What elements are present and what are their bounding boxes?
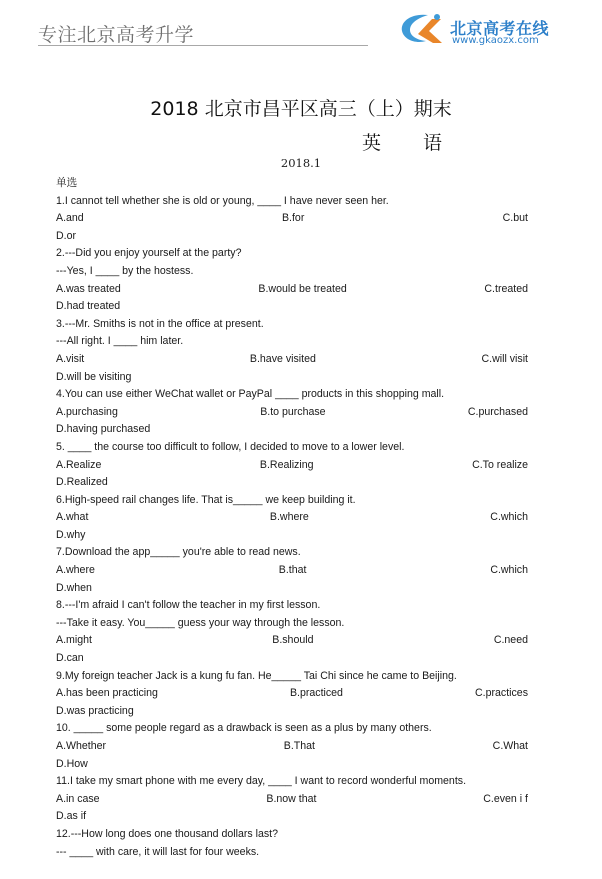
answer-option: A.might: [56, 634, 92, 647]
answer-option: A.what: [56, 511, 89, 524]
option-row: [56, 509, 528, 527]
answer-option: A.has been practicing: [56, 687, 158, 700]
brand-logo: [398, 12, 568, 48]
answer-option: B.have visited: [249, 352, 316, 365]
answer-option: C.What: [492, 740, 528, 752]
answer-option: B.Realizing: [259, 458, 314, 471]
option-row: [56, 210, 528, 228]
answer-option: D.will be visiting: [56, 370, 132, 383]
question-stem: ---Yes, I ____ by the hostess.: [56, 264, 194, 277]
question-stem: 8.---I'm afraid I can't follow the teacher in my first lesson.: [56, 599, 321, 612]
answer-option: B.would be treated: [258, 282, 347, 295]
answer-option: A.where: [56, 564, 95, 577]
answer-option: C.To realize: [472, 458, 528, 471]
option-row: [56, 351, 528, 369]
exam-title: 2018 北京市昌平区高三（上）期末: [150, 98, 452, 120]
answer-option: B.should: [272, 634, 314, 647]
question-stem: 4.You can use either WeChat wallet or PayPal ____ products in this shopping mall.: [56, 388, 445, 401]
answer-option: A.Realize: [56, 458, 102, 471]
question-stem: 3.---Mr. Smiths is not in the office at present.: [56, 317, 264, 330]
question-stem: 10. _____ some people regard as a drawback is seen as a plus by many others.: [56, 722, 432, 735]
option-row: [56, 685, 528, 703]
answer-option: B.to purchase: [260, 405, 326, 418]
answer-option: B.where: [269, 511, 309, 524]
gk-swoosh-logo-icon: [398, 12, 446, 46]
logo-name: 北京高考在线: [450, 19, 550, 38]
answer-option: C.but: [502, 212, 528, 225]
exam-subject: 英语: [362, 132, 485, 154]
question-stem: ---Take it easy. You_____ guess your way through the lesson.: [56, 616, 345, 629]
answer-option: D.can: [56, 652, 84, 665]
option-row: [56, 791, 528, 809]
answer-option: D.was practicing: [56, 704, 134, 717]
answer-option: C.practices: [475, 687, 528, 700]
option-row: [56, 632, 528, 650]
question-stem: 12.---How long does one thousand dollars last?: [56, 827, 279, 840]
answer-option: D.had treated: [56, 300, 121, 313]
exam-date: 2018.1: [280, 156, 322, 170]
answer-option: A.and: [56, 212, 84, 225]
answer-option: B.practiced: [289, 687, 343, 700]
answer-option: A.in case: [56, 792, 100, 805]
option-row: [56, 457, 528, 475]
answer-option: C.which: [490, 511, 528, 524]
question-stem: 2.---Did you enjoy yourself at the party?: [56, 247, 242, 260]
answer-option: B.That: [283, 740, 315, 752]
answer-option: D.when: [56, 581, 92, 594]
option-row: [56, 562, 528, 580]
option-row: [56, 281, 528, 299]
page-header: [0, 0, 602, 48]
header-slogan: 专注北京高考升学: [38, 24, 195, 46]
question-stem: 7.Download the app_____ you're able to read news.: [56, 546, 301, 559]
section-heading: 单选: [56, 177, 78, 189]
question-stem: 11.I take my smart phone with me every day, ____ I want to record wonderful moments.: [56, 775, 467, 788]
question-stem: --- ____ with care, it will last for four weeks.: [56, 845, 260, 858]
answer-option: B.now that: [266, 792, 317, 805]
answer-option: D.Realized: [56, 476, 108, 489]
answer-option: B.for: [281, 212, 305, 225]
option-row: [56, 404, 528, 422]
answer-option: C.even i f: [483, 792, 528, 805]
answer-option: C.which: [490, 564, 528, 577]
answer-option: A.was treated: [56, 282, 121, 295]
answer-option: D.or: [56, 229, 77, 242]
answer-option: C.treated: [484, 282, 528, 295]
question-stem: 5. ____ the course too difficult to follow, I decided to move to a lower level.: [56, 440, 405, 453]
answer-option: C.will visit: [481, 352, 528, 365]
question-stem: 1.I cannot tell whether she is old or young, ____ I have never seen her.: [56, 194, 389, 207]
header-divider: [38, 45, 368, 46]
answer-option: D.why: [56, 528, 86, 541]
answer-option: D.having purchased: [56, 423, 151, 436]
question-list: [56, 175, 528, 861]
question-stem: 9.My foreign teacher Jack is a kung fu fan. He_____ Tai Chi since he came to Beijing.: [56, 669, 457, 682]
option-row: [56, 738, 528, 756]
question-stem: ---All right. I ____ him later.: [56, 335, 184, 348]
answer-option: C.need: [493, 634, 528, 647]
answer-option: C.purchased: [467, 405, 528, 418]
answer-option: A.Whether: [56, 740, 107, 752]
answer-option: B.that: [278, 564, 307, 577]
logo-url: www.gkaozx.com: [452, 35, 539, 46]
question-stem: 6.High-speed rail changes life. That is_____ we keep building it.: [56, 493, 356, 506]
answer-option: A.visit: [56, 352, 85, 365]
answer-option: D.as if: [56, 810, 87, 823]
answer-option: D.How: [56, 757, 88, 770]
answer-option: A.purchasing: [56, 405, 118, 418]
